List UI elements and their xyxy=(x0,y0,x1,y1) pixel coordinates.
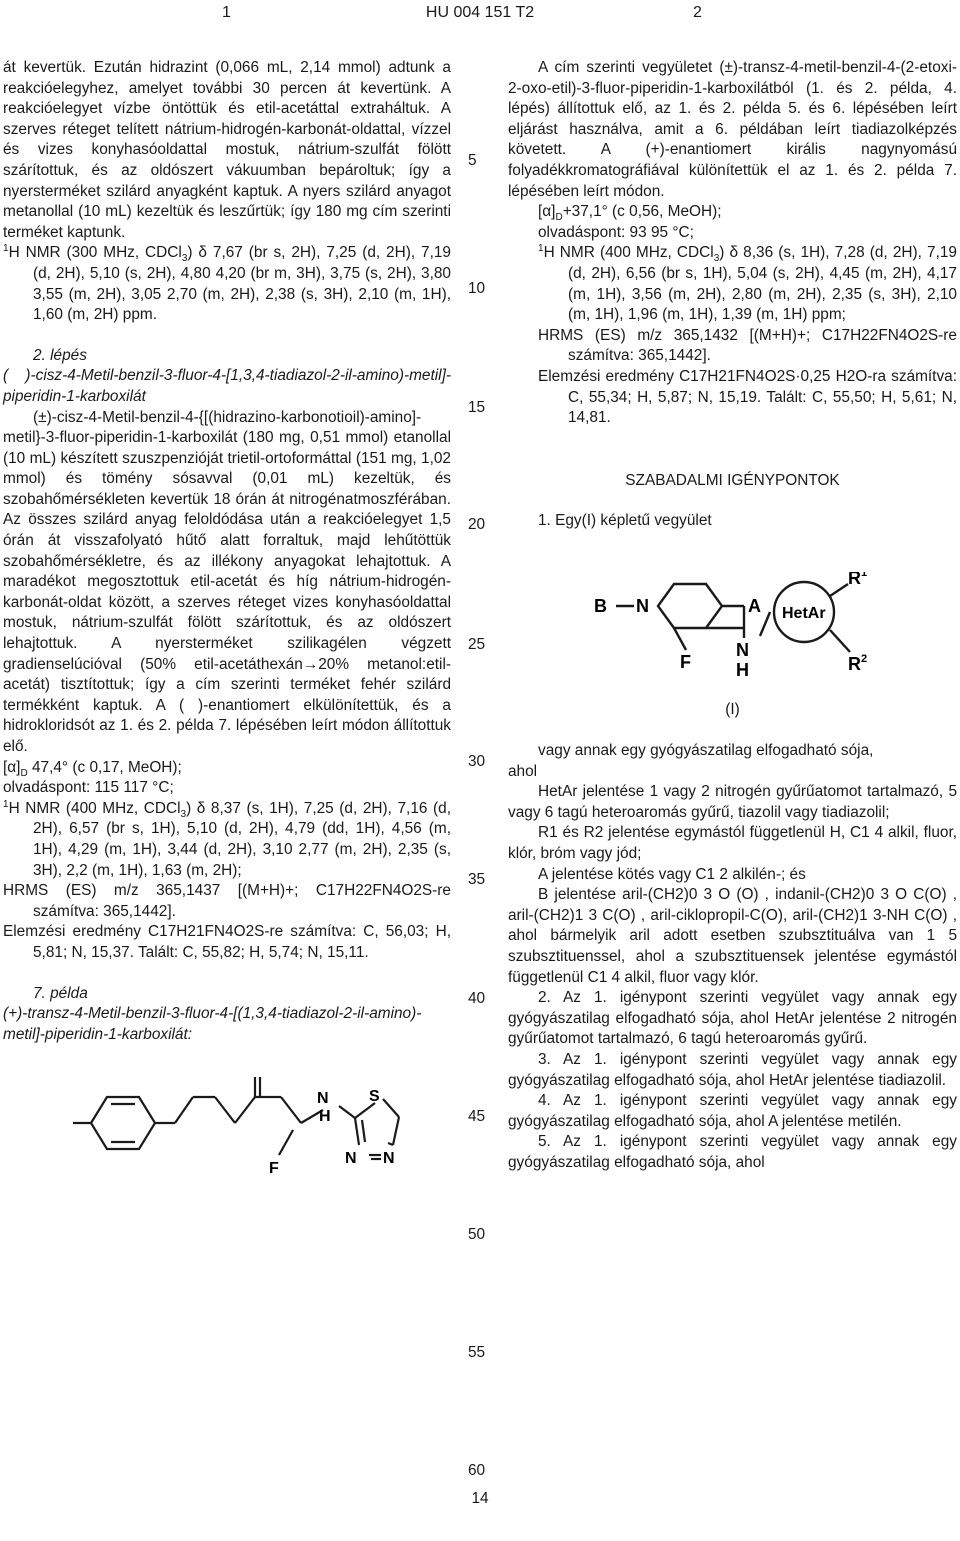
formula-label: (I) xyxy=(725,701,740,719)
svg-text:2: 2 xyxy=(861,652,868,665)
line-number: 60 xyxy=(468,1462,486,1479)
definition-r: R1 és R2 jelentése egymástól függetlenül H, C1 4 alkil, fluor, klór, bróm vagy jód; xyxy=(508,824,957,863)
elemental-analysis: Elemzési eredmény C17H21FN4O2S-re számítva: C, 56,03; H, 5,81; N, 15,37. Talált: C, 55,82; H, 5,74; N, 15,11. xyxy=(3,923,451,961)
svg-text:HetAr: HetAr xyxy=(782,604,826,622)
line-number: 40 xyxy=(468,990,486,1007)
example-title: (+)-transz-4-Metil-benzil-3-fluor-4-[(1,3,4-tiadiazol-2-il-amino)-metil]-piperidin-1-karboxilát: xyxy=(3,1005,422,1043)
line-number: 55 xyxy=(468,1344,486,1361)
line-number: 50 xyxy=(468,1226,486,1243)
svg-text:N: N xyxy=(636,595,649,616)
svg-text:R: R xyxy=(848,653,861,674)
svg-text:F: F xyxy=(680,651,691,672)
line-number: 15 xyxy=(468,399,486,416)
nmr-data: $^1$H NMR (400 MHz, CDCl$_3$) δ 8,36 (s, 1H), 7,28 (d, 2H), 7,19 (d, 2H), 6,56 (br s, 1H), 5,04 (s, 2H), 4,45 (m, 2H), 4,17 (m, 1H), 3,56 (m, 2H), 2,80 (m, 2H), 2,35 (s, 3H), 2,10 (m, 1H), 1,96 (m, 1H), 1,39 (m, 1H) ppm; xyxy=(538,243,957,324)
claim-1-intro: 1. Egy(I) képletű vegyület xyxy=(538,512,712,530)
line-number: 10 xyxy=(468,280,486,297)
svg-text:A: A xyxy=(748,595,761,616)
left-page-number: 1 xyxy=(222,4,231,21)
definition-b: B jelentése aril-(CH2)0 3 O (O) , indanil-(CH2)0 3 O C(O) , aril-(CH2)1 3 C(O) , aril-ciklopropil-C(O), aril-(CH2)1 3-NH C(O) , ahol bármelyik aril adott esetben szubsztituálva van 1 5 szubsztituenssel, ahol a szubsztituensek jelentése egymástól függetlenül C1 4 alkil, fluor vagy klór. xyxy=(508,886,957,986)
claim-4: 4. Az 1. igénypont szerinti vegyület vagy annak egy gyógyászatilag elfogadható sója, ahol A jelentése metilén. xyxy=(508,1092,957,1130)
hrms-data: HRMS (ES) m/z 365,1432 [(M+H)+; C17H22FN4O2S-re számítva: 365,1442]. xyxy=(538,326,957,365)
nmr-data: $^1$H NMR (300 MHz, CDCl$_3$) δ 7,67 (br s, 2H), 7,25 (d, 2H), 7,19 (d, 2H), 5,10 (s, 2H), 4,80 4,20 (br m, 3H), 3,75 (s, 2H), 3,80 3,55 (m, 2H), 3,05 2,70 (m, 2H), 2,38 (s, 3H), 2,10 (m, 1H), 1,60 (m, 2H) ppm. xyxy=(3,243,451,324)
page-footer xyxy=(0,1490,960,1508)
svg-text:B: B xyxy=(594,595,607,616)
svg-text:R: R xyxy=(848,571,861,588)
claims-heading: SZABADALMI IGÉNYPONTOK xyxy=(625,471,840,489)
claim-5: 5. Az 1. igénypont szerinti vegyület vagy annak egy gyógyászatilag elfogadható sója, ahol xyxy=(508,1133,957,1171)
line-number: 25 xyxy=(468,636,486,653)
hrms-data: HRMS (ES) m/z 365,1437 [(M+H)+; C17H22FN4O2S-re számítva: 365,1442]. xyxy=(3,882,451,920)
procedure-paragraph: át kevertük. Ezután hidrazint (0,066 mL, 2,14 mmol) adtunk a reakcióelegyhez, amelyet további 30 percen át kevertünk. A reakcióelegyet vízbe öntöttük és etil-acetáttal extraháltuk. A szerves réteget telített nátrium-hidrogén-karbonát-oldattal, vízzel és vizes konyhasóoldattal mostuk, nátrium-szulfát fölött szárítottuk, és az oldószert vákuumban bepároltuk; így a nyersterméket szilárd anyagként kaptuk. A nyers szilárd anyagot metanollal (10 mL) kezeltük és leszűrtük; így 180 mg cím szerinti terméket kaptunk. xyxy=(3,59,451,241)
optical-rotation: $[\alpha]_D$ 47,4° (c 0,17, MeOH); xyxy=(3,758,182,779)
procedure-paragraph: A cím szerinti vegyületet (±)-transz-4-metil-benzil-4-(2-etoxi-2-oxo-etil)-3-fluor-piperidin-1-karboxilátból (1. és 2. példa, 4. lépés) állítottuk elő, az 1. és 2. példa 5. és 6. lépésében leírt eljárást használva, amit a 6. példában leírt tiadiazolképzés követett. A (+)-enantiomert királis nagynyomású folyadékkromatográfiával különítettük el az 1. és 2. példa 7. lépésében leírt módon. xyxy=(508,59,957,200)
right-column xyxy=(508,58,957,1174)
general-formula xyxy=(508,572,957,702)
definition-hetar: HetAr jelentése 1 vagy 2 nitrogén gyűrűatomot tartalmazó, 5 vagy 6 tagú heteroaromás gyűrű, tiazolil vagy tiadiazolil; xyxy=(508,783,957,821)
compound-structure xyxy=(3,1055,443,1195)
svg-text:H: H xyxy=(319,1108,331,1126)
svg-text:N: N xyxy=(317,1090,329,1108)
line-number: 45 xyxy=(468,1108,486,1125)
patent-number: HU 004 151 T2 xyxy=(425,4,535,21)
left-column xyxy=(3,58,451,1202)
optical-rotation: $[\alpha]_D+37,1^\circ$ (c 0,56, MeOH); xyxy=(538,203,722,224)
svg-text:F: F xyxy=(269,1160,279,1178)
step-label: 2. lépés xyxy=(33,346,87,364)
step-procedure: (±)-cisz-4-Metil-benzil-4-{[(hidrazino-karbonotioil)-amino]-metil}-3-fluor-piperidin-1-karboxilát (180 mg, 0,51 mmol) etanollal (10 mL) készített szuszpenzióját trietil-ortoformáttal (151 mg, 1,02 mmol) és tömény sósavval (0,01 mL) kezeltük, és szobahőmérsékleten kevertük 18 órán át nitrogénatmoszférában. Az összes szilárd anyag feloldódása után a reakcióelegyet 1,5 órán át visszafolyató hűtő alatt forraltuk, majd lehűtöttük szobahőmérsékletre, és az illékony anyagokat lehajtottuk. A maradékot megosztottuk etil-acetát és híg nátrium-hidrogén-karbonát-oldat között, a szerves réteget vizes konyhasóoldattal mostuk, nátrium-szulfát fölött szárítottuk, és az oldószert lehajtottuk. A nyersterméket szilikagélen végzett gradienselúcióval (50% etil-acetáthexán→20% metanol:etil-acetát) tisztítottuk; így a cím szerinti terméket fehér szilárd termékként kaptuk. A ( )-enantiomert elkülönítettük, és a hidrokloridsót az 1. és 2. példa 7. lépésében leírt módon állítottuk elő. xyxy=(3,408,451,755)
line-number: 30 xyxy=(468,753,486,770)
nmr-data: $^1$H NMR (400 MHz, CDCl$_3$) δ 8,37 (s, 1H), 7,25 (d, 2H), 7,16 (d, 2H), 6,57 (br s, 1H), 5,10 (d, 2H), 4,79 (dd, 1H), 4,56 (m, 1H), 4,29 (m, 1H), 3,44 (d, 2H), 3,10 2,77 (m, 2H), 2,35 (s, 3H), 2,2 (m, 1H), 1,63 (m, 2H); xyxy=(3,798,451,879)
svg-text:N: N xyxy=(736,639,749,660)
melting-point: olvadáspont: 93 95 °C; xyxy=(538,223,694,241)
claim-1-salt: vagy annak egy gyógyászatilag elfogadható sója, xyxy=(538,742,874,760)
definition-a: A jelentése kötés vagy C1 2 alkilén-; és xyxy=(538,865,806,883)
melting-point: olvadáspont: 115 117 °C; xyxy=(3,779,174,797)
svg-text:S: S xyxy=(369,1088,380,1106)
claim-3: 3. Az 1. igénypont szerinti vegyület vagy annak egy gyógyászatilag elfogadható sója, ahol HetAr jelentése tiadiazolil. xyxy=(508,1050,957,1089)
claim-2: 2. Az 1. igénypont szerinti vegyület vagy annak egy gyógyászatilag elfogadható sója, ahol HetAr jelentése 2 nitrogén gyűrűatomot tartalmazó, 6 tagú heteroaromás gyűrű. xyxy=(508,989,957,1048)
example-label: 7. példa xyxy=(33,984,88,1002)
footer-page-number: 14 xyxy=(471,1490,489,1507)
claim-1-ahol: ahol xyxy=(508,762,538,780)
svg-text:1: 1 xyxy=(861,571,868,579)
line-number: 5 xyxy=(468,152,477,169)
right-page-number: 2 xyxy=(693,4,702,21)
svg-text:H: H xyxy=(736,659,749,680)
elemental-analysis: Elemzési eredmény C17H21FN4O2S·0,25 H2O-ra számítva: C, 55,34; H, 5,87; N, 15,19. Talált: C, 55,50; H, 5,61; N, 14,81. xyxy=(538,367,957,427)
step-title: ( )-cisz-4-Metil-benzil-3-fluor-4-[1,3,4-tiadiazol-2-il-amino)-metil]-piperidin-1-karboxilát xyxy=(3,367,451,405)
svg-text:N: N xyxy=(345,1150,357,1168)
line-number: 20 xyxy=(468,516,486,533)
svg-text:N: N xyxy=(383,1150,395,1168)
line-number: 35 xyxy=(468,871,486,888)
page-header xyxy=(0,0,960,34)
